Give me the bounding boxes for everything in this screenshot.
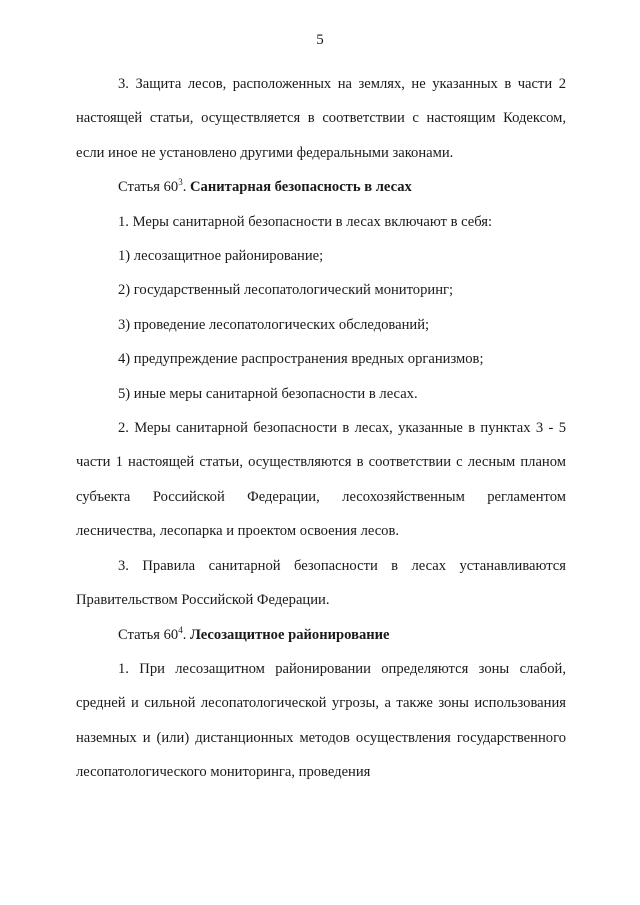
- list-item: 3) проведение лесопатологических обследований;: [118, 316, 430, 333]
- paragraph: 1. При лесозащитном районировании определяются зоны слабой, средней и сильной лесопатологической угрозы, а также зоны использования наземных и (или) дистанционных методов осуществления государственного лесопатологического мониторинга, проведения: [76, 660, 566, 781]
- article-superscript: 4: [178, 624, 183, 635]
- document-body: [76, 67, 566, 790]
- article-heading: [76, 618, 566, 652]
- list-item: 1) лесозащитное районирование;: [118, 248, 324, 265]
- paragraph: 3. Правила санитарной безопасности в лесах устанавливаются Правительством Российской Федерации.: [76, 557, 566, 609]
- article-number: Статья 60: [118, 626, 179, 643]
- list-item: 2) государственный лесопатологический мониторинг;: [118, 282, 454, 299]
- paragraph: 3. Защита лесов, расположенных на землях, не указанных в части 2 настоящей статьи, осуществляется в соответствии с настоящим Кодексом, если иное не установлено другими федеральными законами.: [76, 76, 566, 161]
- page-number: 5: [316, 32, 324, 48]
- article-separator: .: [182, 179, 190, 196]
- article-heading: [76, 170, 566, 204]
- paragraph: 1. Меры санитарной безопасности в лесах включают в себя:: [118, 213, 493, 230]
- list-item: 4) предупреждение распространения вредных организмов;: [118, 351, 484, 368]
- list-item: 5) иные меры санитарной безопасности в лесах.: [118, 385, 418, 402]
- article-title: Лесозащитное районирование: [189, 626, 390, 643]
- article-number: Статья 60: [118, 179, 179, 196]
- paragraph: 2. Меры санитарной безопасности в лесах, указанные в пунктах 3 - 5 части 1 настоящей статьи, осуществляются в соответствии с лесным планом субъекта Российской Федерации, лесохозяйственным регламентом лесничества, лесопарка и проектом освоения лесов.: [76, 420, 566, 540]
- article-separator: .: [182, 626, 190, 643]
- article-title: Санитарная безопасность в лесах: [189, 179, 412, 196]
- article-superscript: 3: [178, 177, 183, 188]
